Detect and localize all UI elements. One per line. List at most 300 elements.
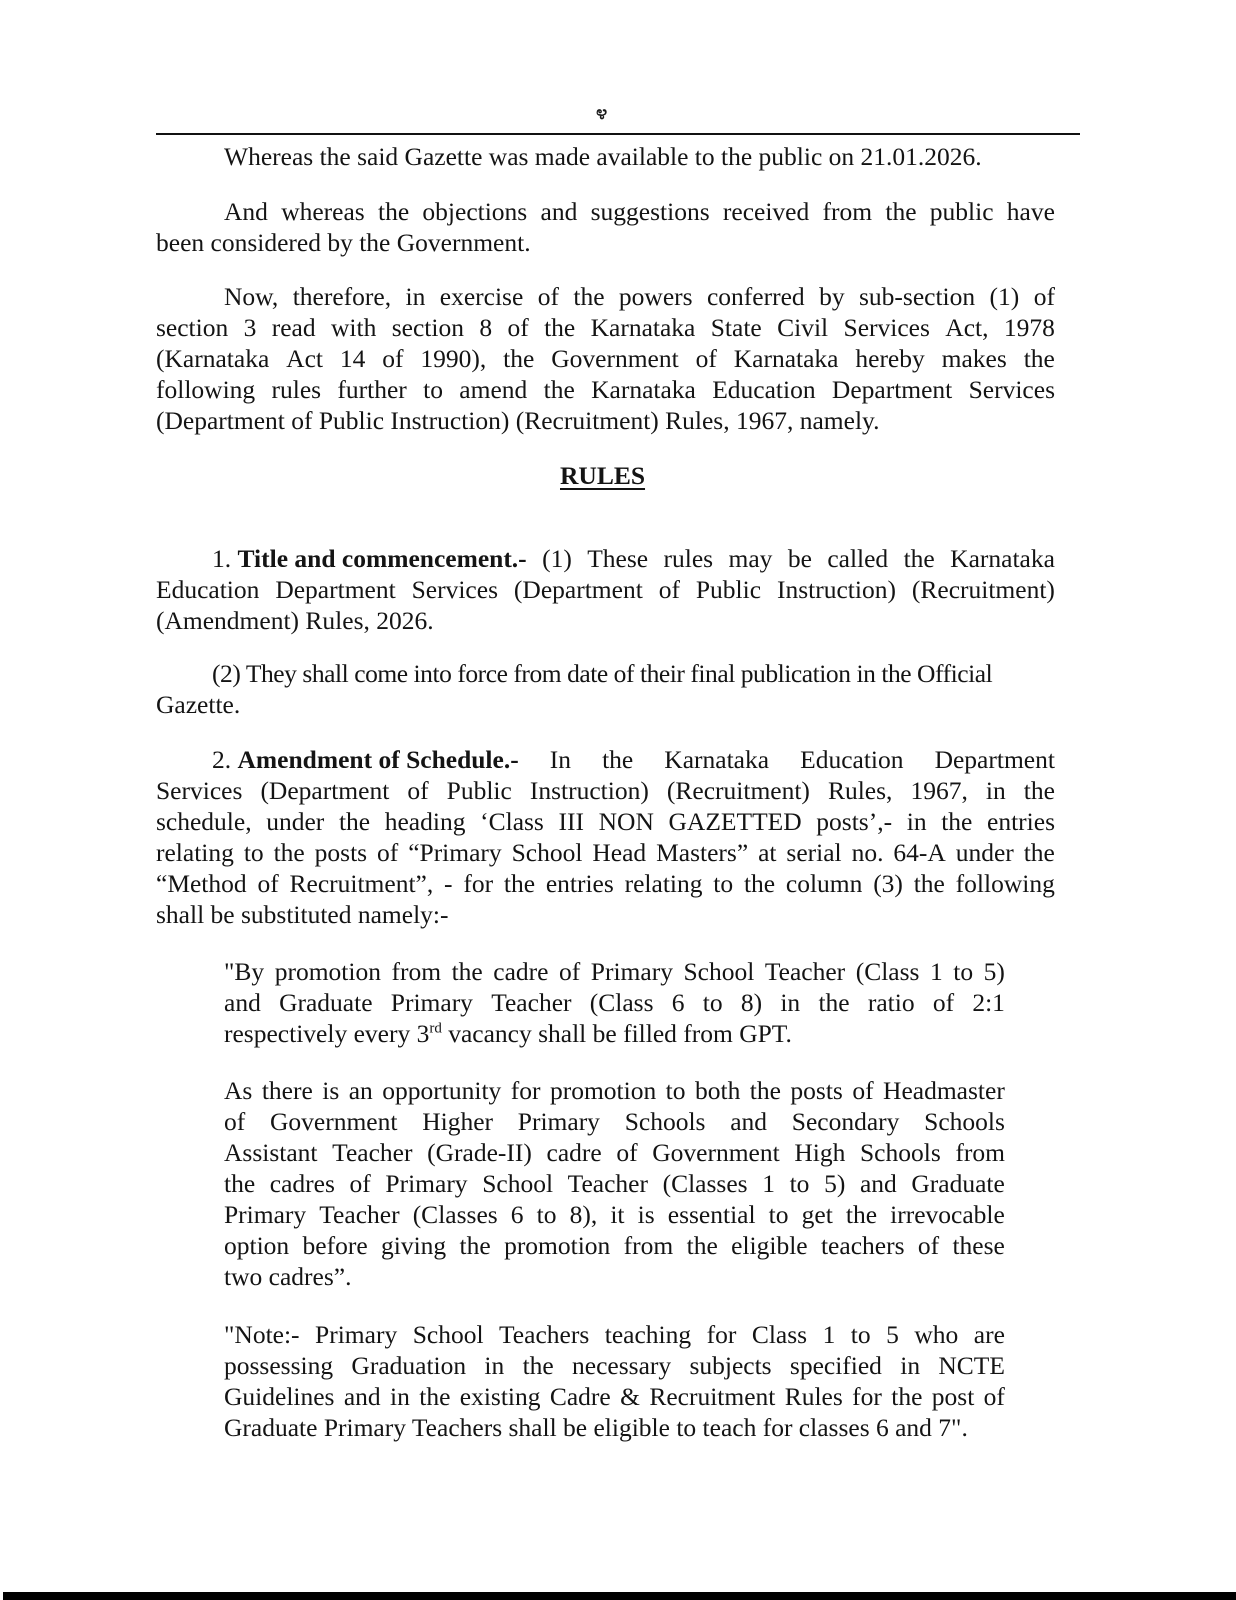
word: eligible <box>731 1231 808 1260</box>
word: (Department <box>513 575 643 604</box>
word: received <box>722 197 810 226</box>
word: Primary <box>385 1169 468 1198</box>
word: from <box>822 197 873 226</box>
word: 1978 <box>1003 313 1055 342</box>
word: 1 <box>929 957 943 986</box>
word: (Recruitment) <box>666 776 810 805</box>
word: Guidelines <box>224 1382 335 1411</box>
word: specified <box>789 1351 882 1380</box>
word: Teacher <box>332 1138 413 1167</box>
bottom-scan-border <box>3 1592 1236 1600</box>
word: 1967, <box>910 776 968 805</box>
word: rules <box>271 375 322 404</box>
word: and <box>343 1382 381 1411</box>
word: (Recruitment) <box>911 575 1055 604</box>
line-3-prefix: respectively every 3 <box>224 1019 430 1048</box>
word: Class <box>751 1320 808 1349</box>
word: it <box>610 1200 625 1229</box>
word: posts <box>314 838 368 867</box>
word: post <box>931 1382 975 1411</box>
note-line-1 <box>224 1319 1005 1350</box>
word: teaching <box>604 1320 692 1349</box>
word: Act, <box>945 313 989 342</box>
word: no. <box>851 838 884 867</box>
word: from <box>391 957 442 986</box>
word: promotion <box>274 957 381 986</box>
word: entries <box>987 807 1055 836</box>
word: essential <box>667 1200 756 1229</box>
word: the <box>913 869 945 898</box>
word: from <box>623 1231 674 1260</box>
word: the <box>273 838 305 867</box>
word: "Note:- <box>224 1320 300 1349</box>
word: of <box>537 282 559 311</box>
word: in <box>780 988 801 1017</box>
word: possessing <box>224 1351 334 1380</box>
word: under <box>266 807 325 836</box>
word: Teacher <box>567 1169 648 1198</box>
word: the <box>451 957 483 986</box>
word: Karnataka <box>591 375 696 404</box>
word: Higher <box>422 1107 494 1136</box>
word: Graduation <box>351 1351 467 1380</box>
word: Act <box>286 344 323 373</box>
word: get <box>801 1200 833 1229</box>
word: Teachers <box>499 1320 590 1349</box>
word: serial <box>786 838 842 867</box>
word: for <box>510 1076 541 1105</box>
word: read <box>271 313 316 342</box>
rule-2-heading <box>212 744 519 775</box>
word: hereby <box>855 344 925 373</box>
rule-2-title: Amendment of Schedule.- <box>237 745 519 774</box>
word: of <box>852 1076 874 1105</box>
word: GAZETTED <box>668 807 802 836</box>
word: Instruction) <box>529 776 649 805</box>
option-paragraph-line-4 <box>224 1168 1005 1199</box>
word: who <box>914 1320 959 1349</box>
option-paragraph-line-1 <box>224 1075 1005 1106</box>
word: (1) <box>989 282 1020 311</box>
word: the <box>503 869 536 898</box>
word: ratio <box>867 988 915 1017</box>
word: existing <box>459 1382 541 1411</box>
word: 6 <box>510 1200 524 1229</box>
word: Education <box>800 745 904 774</box>
word: Department <box>934 745 1055 774</box>
word: 8 <box>479 313 493 342</box>
word: of <box>932 988 955 1017</box>
word: these <box>952 1231 1005 1260</box>
word: the <box>573 282 605 311</box>
word: for <box>706 1320 737 1349</box>
word: of <box>224 1107 246 1136</box>
word: have <box>1006 197 1055 226</box>
rule-2-line-1 <box>212 744 1055 775</box>
word: in <box>484 1351 505 1380</box>
word: section <box>391 313 464 342</box>
word: Primary <box>517 1107 600 1136</box>
word: subjects <box>689 1351 772 1380</box>
rule-1-number: 1. <box>212 544 238 573</box>
preamble-paragraph-1: Whereas the said Gazette was made available to the public on 21.01.2026. <box>224 142 982 171</box>
word: in <box>900 1351 921 1380</box>
ordinal-superscript: rd <box>429 1020 442 1037</box>
word: to <box>953 957 974 986</box>
word: to <box>789 1169 810 1198</box>
word: the <box>749 1076 781 1105</box>
word: whereas <box>281 197 365 226</box>
word: As <box>224 1076 253 1105</box>
word: the <box>503 344 535 373</box>
option-paragraph-line-6 <box>224 1230 1005 1261</box>
word: Rules, <box>827 776 893 805</box>
word: at <box>758 838 777 867</box>
word: further <box>337 375 407 404</box>
word: Government <box>270 1107 398 1136</box>
word: (Class <box>855 957 920 986</box>
word: 64-A <box>893 838 946 867</box>
word: Services <box>968 375 1055 404</box>
word: in <box>405 282 426 311</box>
word: 1990), <box>420 344 487 373</box>
word: the <box>338 807 371 836</box>
word: to <box>243 838 264 867</box>
word: with <box>331 313 377 342</box>
option-paragraph-line-3 <box>224 1137 1005 1168</box>
word: “Method <box>156 869 247 898</box>
word: Civil <box>777 313 829 342</box>
word: to <box>536 1200 557 1229</box>
word: in <box>390 1382 410 1411</box>
word: School <box>482 1169 554 1198</box>
word: 1 <box>762 1169 775 1198</box>
word: ‘Class <box>480 807 544 836</box>
word: giving <box>381 1231 447 1260</box>
rule-2-line-6: shall be substituted namely:- <box>156 900 449 929</box>
preamble-paragraph-3-line-3 <box>156 343 1055 374</box>
header-divider <box>156 133 1080 135</box>
word: the <box>522 1351 554 1380</box>
word: Assistant <box>224 1138 318 1167</box>
word: the <box>1023 838 1055 867</box>
word: Karnataka <box>733 344 839 373</box>
word: Public <box>695 575 762 604</box>
word: 5 <box>886 1320 899 1349</box>
word: and <box>540 197 578 226</box>
word: the <box>378 197 410 226</box>
word: public <box>929 197 994 226</box>
word: Instruction) <box>776 575 896 604</box>
rule-2-line-5 <box>156 868 1055 899</box>
word: State <box>710 313 762 342</box>
word: in <box>906 807 927 836</box>
word: exercise <box>439 282 524 311</box>
word: & <box>620 1382 640 1411</box>
word: and <box>730 1107 768 1136</box>
word: "By <box>224 957 265 986</box>
note-line-2 <box>224 1350 1005 1381</box>
word: Department <box>831 375 953 404</box>
word: Government <box>652 1138 780 1167</box>
word: of <box>983 1382 1005 1411</box>
word: heading <box>384 807 466 836</box>
option-paragraph-line-5 <box>224 1199 1005 1230</box>
word: to <box>713 869 734 898</box>
word: of <box>917 1231 940 1260</box>
word: Public <box>446 776 512 805</box>
word: amend <box>459 375 528 404</box>
word: In <box>549 745 572 774</box>
word: objections <box>422 197 528 226</box>
word: both <box>694 1076 741 1105</box>
word: and <box>224 988 261 1017</box>
word: the <box>544 313 576 342</box>
word: Department <box>275 575 396 604</box>
rule-1-heading <box>212 543 527 574</box>
word: (3) <box>873 869 903 898</box>
preamble-paragraph-3-line-2 <box>156 312 1055 343</box>
word: therefore, <box>292 282 392 311</box>
word: sub-section <box>858 282 976 311</box>
word: irrevocable <box>890 1200 1005 1229</box>
word: (Karnataka <box>156 344 270 373</box>
word: (Class <box>589 988 654 1017</box>
word: of <box>382 344 404 373</box>
rule-2-line-2 <box>156 775 1055 806</box>
word: suggestions <box>590 197 710 226</box>
word: School <box>511 838 583 867</box>
word: the <box>903 544 935 573</box>
word: the <box>885 197 917 226</box>
rule-1-title: Title and commencement.- <box>237 544 527 573</box>
word: 5) <box>983 957 1005 986</box>
word: posts <box>790 1076 843 1105</box>
word: the <box>459 1231 491 1260</box>
word: NON <box>598 807 654 836</box>
word: 2:1 <box>972 988 1005 1017</box>
word: conferred <box>706 282 805 311</box>
word: to <box>702 988 723 1017</box>
word: cadres <box>269 1169 335 1198</box>
word: for <box>852 1382 882 1411</box>
word: cadre <box>546 1138 602 1167</box>
word: before <box>302 1231 368 1260</box>
word: Head <box>592 838 647 867</box>
word: under <box>955 838 1014 867</box>
word: necessary <box>572 1351 672 1380</box>
word: 8) <box>740 988 763 1017</box>
word: to <box>850 1320 871 1349</box>
word: the <box>845 1200 878 1229</box>
word: Karnataka <box>950 544 1055 573</box>
word: (Classes <box>662 1169 748 1198</box>
rule-2-line-4 <box>156 837 1055 868</box>
option-paragraph-line-7: two cadres”. <box>224 1262 352 1291</box>
word: by <box>819 282 845 311</box>
preamble-paragraph-3-line-5: (Department of Public Instruction) (Recruitment) Rules, 1967, namely. <box>156 406 880 435</box>
word: Primary <box>224 1200 307 1229</box>
note-line-3 <box>224 1381 1005 1412</box>
word: in <box>985 776 1006 805</box>
word: Teacher <box>491 988 572 1017</box>
word: the <box>941 807 973 836</box>
word: Secondary <box>791 1107 900 1136</box>
word: the <box>1023 776 1055 805</box>
word: following <box>156 375 256 404</box>
word: may <box>728 544 773 573</box>
word: be <box>787 544 812 573</box>
preamble-paragraph-2-line-1 <box>224 196 1055 227</box>
word: NCTE <box>938 1351 1005 1380</box>
word: is <box>637 1200 655 1229</box>
rule-1-line-1 <box>212 543 1055 574</box>
word: the <box>1023 344 1055 373</box>
word: teachers <box>820 1231 905 1260</box>
word: for <box>463 869 494 898</box>
word: makes <box>941 344 1007 373</box>
word: Karnataka <box>664 745 770 774</box>
rule-2-line-3 <box>156 806 1055 837</box>
word: Recruitment <box>649 1382 776 1411</box>
word: School <box>412 1320 484 1349</box>
word: of <box>407 776 429 805</box>
word: opportunity <box>382 1076 502 1105</box>
word: 1 <box>822 1320 836 1349</box>
word: 8), <box>569 1200 598 1229</box>
word: the <box>224 1169 256 1198</box>
word: there <box>261 1076 313 1105</box>
word: the <box>543 375 575 404</box>
word: Graduate <box>911 1169 1005 1198</box>
word: Education <box>156 575 260 604</box>
word: School <box>683 957 755 986</box>
word: Primary <box>315 1320 398 1349</box>
word: of <box>257 869 279 898</box>
word: Services <box>843 313 930 342</box>
word: 3 <box>243 313 257 342</box>
word: Now, <box>224 282 279 311</box>
word: of <box>559 957 581 986</box>
word: Cadre <box>549 1382 611 1411</box>
word: Karnataka <box>590 313 696 342</box>
word: the <box>891 1382 923 1411</box>
preamble-paragraph-3-line-4 <box>156 374 1055 405</box>
word: Schools <box>924 1107 1005 1136</box>
preamble-paragraph-2-line-2: been considered by the Government. <box>156 228 531 257</box>
note-line-4: Graduate Primary Teachers shall be eligible to teach for classes 6 and 7". <box>224 1413 968 1442</box>
word: Education <box>712 375 816 404</box>
word: an <box>348 1076 373 1105</box>
substituted-text-line-1 <box>224 956 1005 987</box>
word: to <box>665 1076 686 1105</box>
word: - <box>444 869 453 898</box>
word: Primary <box>390 988 473 1017</box>
word: the <box>686 1231 718 1260</box>
rule-1-subrule-2-line-1: (2) They shall come into force from date of their final publication in the Official <box>212 659 993 688</box>
word: of <box>1033 282 1055 311</box>
substituted-text-line-2 <box>224 987 1005 1018</box>
word: relating <box>156 838 234 867</box>
word: section <box>156 313 229 342</box>
word: entries <box>545 869 614 898</box>
word: Services <box>156 776 243 805</box>
word: the <box>602 745 634 774</box>
option-paragraph-line-2 <box>224 1106 1005 1137</box>
word: Recruitment”, <box>289 869 434 898</box>
word: Schools <box>860 1138 941 1167</box>
word: (Classes <box>412 1200 498 1229</box>
word: cadre <box>493 957 549 986</box>
word: Graduate <box>279 988 373 1017</box>
word: the <box>743 869 776 898</box>
page-number: ೪ <box>596 100 608 124</box>
word: of <box>349 1169 371 1198</box>
word: following <box>955 869 1055 898</box>
word: Government <box>551 344 679 373</box>
preamble-paragraph-3-line-1 <box>224 281 1055 312</box>
rules-heading: RULES <box>560 461 646 490</box>
word: called <box>827 544 889 573</box>
word: to <box>423 375 443 404</box>
word: the <box>818 988 850 1017</box>
word: column <box>785 869 863 898</box>
substituted-text-line-3 <box>224 1018 792 1049</box>
word: posts’,- <box>816 807 893 836</box>
word: Masters” <box>656 838 749 867</box>
word: Schools <box>624 1107 706 1136</box>
word: Teacher <box>319 1200 400 1229</box>
word: promotion <box>549 1076 657 1105</box>
word: “Primary <box>408 838 502 867</box>
word: (Department <box>260 776 390 805</box>
rule-1-subrule-2-line-2: Gazette. <box>156 690 241 719</box>
word: is <box>322 1076 340 1105</box>
word: (Grade-II) <box>427 1138 532 1167</box>
word: from <box>955 1138 1005 1167</box>
word: Teacher <box>764 957 846 986</box>
word: powers <box>618 282 693 311</box>
word: III <box>558 807 584 836</box>
word: and <box>859 1169 897 1198</box>
rule-1-line-3: (Amendment) Rules, 2026. <box>156 606 434 635</box>
word: Headmaster <box>883 1076 1005 1105</box>
word: Primary <box>590 957 673 986</box>
word: option <box>224 1231 290 1260</box>
word: of <box>507 313 529 342</box>
word: of <box>695 344 717 373</box>
word: to <box>768 1200 789 1229</box>
word: 5) <box>824 1169 846 1198</box>
word: relating <box>624 869 703 898</box>
word: High <box>794 1138 846 1167</box>
word: schedule, <box>156 807 252 836</box>
word: the <box>419 1382 451 1411</box>
word: of <box>377 838 399 867</box>
word: rules <box>663 544 714 573</box>
word: And <box>224 197 268 226</box>
line-3-suffix: vacancy shall be filled from GPT. <box>441 1019 792 1048</box>
rule-1-line-2 <box>156 574 1055 605</box>
word: Services <box>411 575 498 604</box>
rule-2-number: 2. <box>212 745 238 774</box>
word: 6 <box>671 988 685 1017</box>
word: Rules <box>784 1382 843 1411</box>
word: of <box>658 575 680 604</box>
word: 14 <box>339 344 366 373</box>
word: promotion <box>504 1231 611 1260</box>
word: These <box>587 544 649 573</box>
